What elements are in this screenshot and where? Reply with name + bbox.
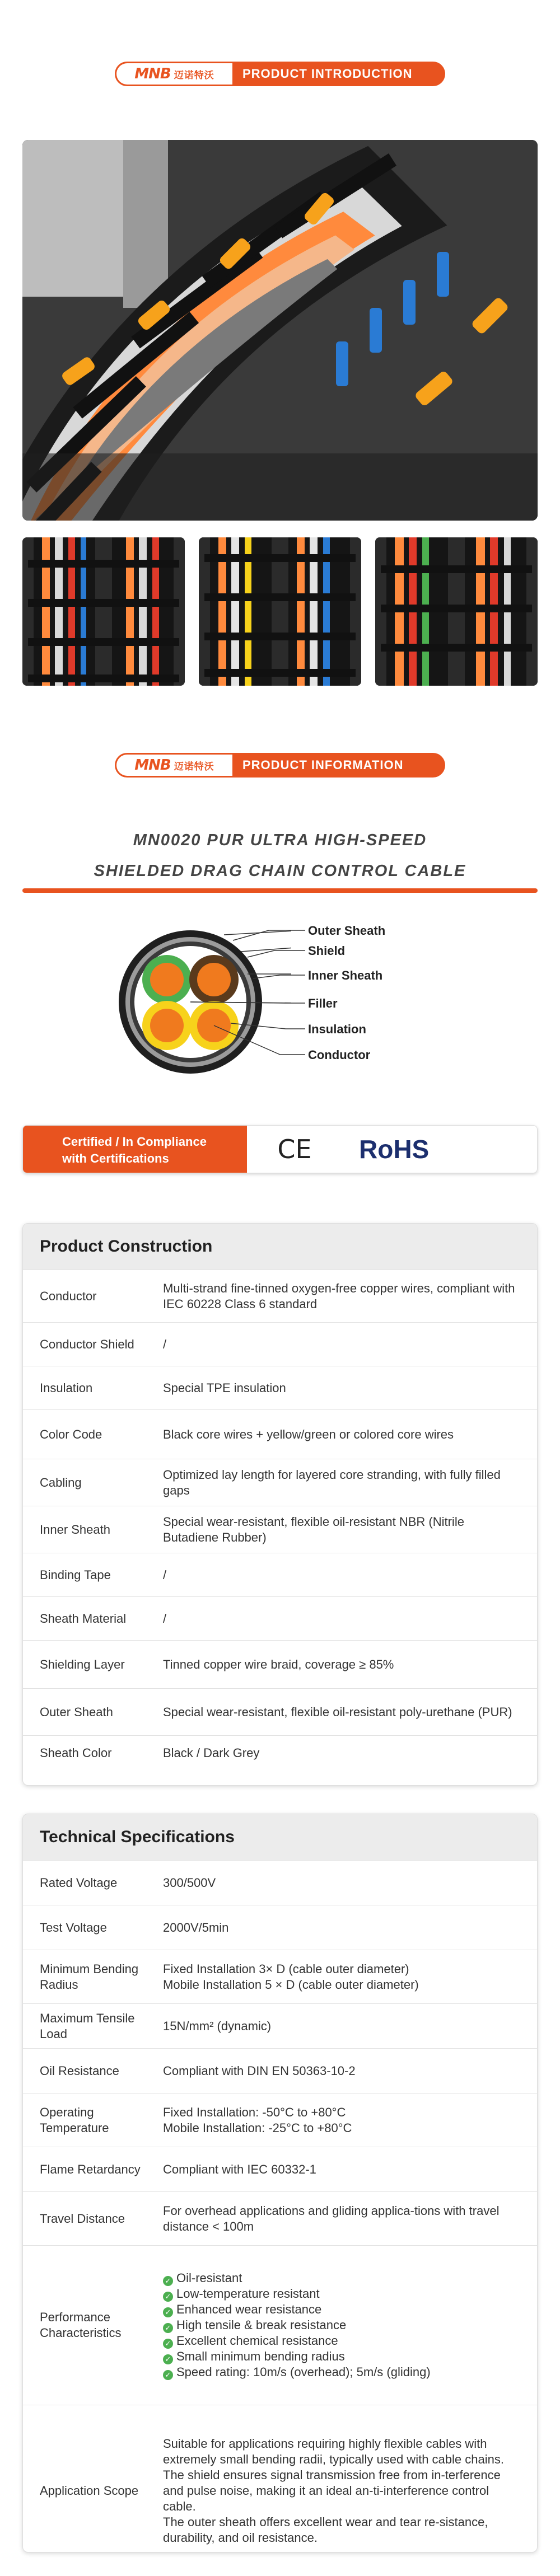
row-value: Special wear-resistant, flexible oil-resistant NBR (Nitrile Butadiene Rubber)	[163, 1514, 464, 1544]
row-key: Maximum Tensile Load	[40, 2011, 135, 2041]
product-construction-heading: Product Construction	[23, 1224, 537, 1270]
brand-logo-name: 迈诺特沃	[174, 761, 214, 772]
row-key: Outer Sheath	[40, 1704, 113, 1719]
product-photo-thumb-2	[199, 537, 361, 686]
table-row	[23, 1860, 537, 1905]
row-key: Sheath Color	[40, 1745, 112, 1760]
row-key: Sheath Material	[40, 1611, 127, 1626]
row-key: Color Code	[40, 1427, 102, 1441]
row-key: Conductor Shield	[40, 1337, 134, 1351]
table-row	[23, 1322, 537, 1366]
table-row	[23, 1735, 537, 1770]
check-icon: ✓	[163, 2292, 173, 2302]
product-introduction-header	[115, 62, 445, 86]
ce-mark: CE	[277, 1134, 312, 1164]
section-title: PRODUCT INFORMATION	[242, 758, 404, 772]
table-row	[23, 1506, 537, 1553]
label-filler: Filler	[308, 996, 338, 1010]
product-information-header	[115, 753, 445, 778]
label-inner-sheath: Inner Sheath	[308, 968, 383, 982]
table-row	[23, 1409, 537, 1459]
table-row	[23, 1459, 537, 1506]
feature-text: High tensile & break resistance	[176, 2318, 347, 2332]
feature-item	[163, 2302, 520, 2317]
row-key: Performance Characteristics	[40, 2310, 122, 2340]
row-value: Multi-strand fine-tinned oxygen-free copper wires, compliant with IEC 60228 Class 6 standard	[163, 1281, 515, 1311]
table-row	[23, 1553, 537, 1596]
table-row	[23, 2048, 537, 2093]
feature-text: Excellent chemical resistance	[176, 2334, 338, 2348]
row-key: Insulation	[40, 1380, 93, 1395]
check-icon: ✓	[163, 2307, 173, 2317]
check-icon: ✓	[163, 2370, 173, 2380]
feature-item	[163, 2270, 520, 2286]
feature-text: Enhanced wear resistance	[176, 2302, 322, 2316]
row-value: Black core wires + yellow/green or colored core wires	[163, 1427, 454, 1441]
feature-item	[163, 2286, 520, 2302]
row-key: Minimum Bending Radius	[40, 1961, 139, 1992]
row-value: Special wear-resistant, flexible oil-resistant poly-urethane (PUR)	[163, 1704, 512, 1719]
row-value: Tinned copper wire braid, coverage ≥ 85%	[163, 1657, 394, 1671]
table-row	[23, 2003, 537, 2048]
product-photo-thumb-3	[375, 537, 538, 686]
section-title-box	[232, 753, 445, 778]
feature-text: Speed rating: 10m/s (overhead); 5m/s (gliding)	[176, 2365, 431, 2379]
product-photo-thumb-1	[22, 537, 185, 686]
row-value: Compliant with DIN EN 50363-10-2	[163, 2063, 356, 2078]
technical-specifications-table	[22, 1814, 538, 2552]
feature-item	[163, 2349, 520, 2364]
row-value: For overhead applications and gliding applica-tions with travel distance < 100m	[163, 2203, 500, 2233]
row-key: Binding Tape	[40, 1567, 111, 1582]
label-conductor: Conductor	[308, 1048, 371, 1062]
cross-section-drawing	[101, 918, 291, 1080]
table-row	[23, 1640, 537, 1688]
row-key: Inner Sheath	[40, 1522, 110, 1537]
row-value: 2000V/5min	[163, 1920, 229, 1935]
feature-text: Small minimum bending radius	[176, 2349, 345, 2363]
table-row	[23, 1950, 537, 2003]
check-icon: ✓	[163, 2339, 173, 2349]
row-key: Flame Retardancy	[40, 2162, 141, 2176]
row-value: 15N/mm² (dynamic)	[163, 2018, 272, 2033]
row-key: Conductor	[40, 1289, 97, 1303]
brand-logo	[115, 753, 232, 778]
technical-specifications-heading: Technical Specifications	[23, 1814, 537, 1860]
table-row	[23, 2191, 537, 2245]
row-value: Special TPE insulation	[163, 1380, 286, 1395]
rohs-mark: RoHS	[359, 1135, 430, 1164]
brand-logo	[115, 62, 232, 86]
row-key: Cabling	[40, 1475, 82, 1490]
section-title-box	[232, 62, 445, 86]
feature-item	[163, 2317, 520, 2333]
row-key: Rated Voltage	[40, 1875, 118, 1890]
row-key: Operating Temperature	[40, 2105, 109, 2135]
feature-item	[163, 2364, 520, 2380]
brand-logo-mark: MNB	[134, 757, 171, 774]
table-row	[23, 1366, 537, 1409]
row-key: Shielding Layer	[40, 1657, 125, 1671]
check-icon: ✓	[163, 2276, 173, 2286]
row-value: Optimized lay length for layered core stranding, with fully filled gaps	[163, 1467, 501, 1497]
construction-rows	[23, 1270, 537, 1770]
cable-cross-section	[101, 918, 459, 1080]
table-row	[23, 2093, 537, 2147]
row-key: Test Voltage	[40, 1920, 107, 1935]
feature-text: Oil-resistant	[176, 2271, 242, 2285]
table-row-application	[23, 2405, 537, 2552]
table-row	[23, 1270, 537, 1322]
performance-list	[157, 2270, 537, 2380]
check-icon: ✓	[163, 2323, 173, 2333]
row-value: 300/500V	[163, 1875, 216, 1890]
product-construction-table	[22, 1223, 538, 1786]
row-key: Oil Resistance	[40, 2063, 119, 2078]
feature-text: Low-temperature resistant	[176, 2287, 320, 2301]
product-title-line-1: MN0020 PUR ULTRA HIGH-SPEED	[133, 831, 427, 849]
certifications-label-line-1: Certified / In Compliance	[62, 1135, 207, 1149]
section-title: PRODUCT INTRODUCTION	[242, 67, 413, 81]
row-key: Application Scope	[40, 2484, 139, 2498]
feature-item	[163, 2333, 520, 2349]
label-outer-sheath: Outer Sheath	[308, 924, 386, 938]
product-title-line-2: SHIELDED DRAG CHAIN CONTROL CABLE	[94, 862, 466, 880]
row-value: Fixed Installation: -50°C to +80°C Mobile Installation: -25°C to +80°C	[163, 2105, 352, 2135]
row-value: Black / Dark Grey	[163, 1745, 260, 1760]
table-row-performance	[23, 2245, 537, 2405]
table-row	[23, 1688, 537, 1735]
row-value: Compliant with IEC 60332-1	[163, 2162, 316, 2176]
table-row	[23, 1905, 537, 1950]
title-divider	[22, 888, 538, 893]
label-shield: Shield	[308, 944, 346, 958]
row-value: Fixed Installation 3× D (cable outer diameter) Mobile Installation 5 × D (cable outer diameter)	[163, 1961, 419, 1992]
row-value: /	[163, 1567, 167, 1582]
technical-rows	[23, 1860, 537, 2245]
label-insulation: Insulation	[308, 1022, 366, 1036]
row-key: Travel Distance	[40, 2211, 125, 2226]
check-icon: ✓	[163, 2354, 173, 2364]
brand-logo-mark: MNB	[134, 65, 171, 82]
row-value: /	[163, 1611, 167, 1626]
row-value: Suitable for applications requiring highly flexible cables with extremely small bending radii, typically used with cable chains. The shield ensures signal transmission free from in-terference and pulse noise, making it an ideal an-ti-interference control cable. The outer sheath offers excellent wear and tear re-sistance, durability, and oil resistance.	[163, 2437, 504, 2545]
product-photo-main	[22, 140, 538, 521]
table-row	[23, 2147, 537, 2191]
certifications-label-line-2: with Certifications	[62, 1151, 169, 1165]
certifications-label	[23, 1126, 247, 1173]
table-row	[23, 1596, 537, 1640]
certifications-bar	[22, 1125, 538, 1173]
row-value: /	[163, 1337, 167, 1351]
brand-logo-name: 迈诺特沃	[174, 69, 214, 81]
